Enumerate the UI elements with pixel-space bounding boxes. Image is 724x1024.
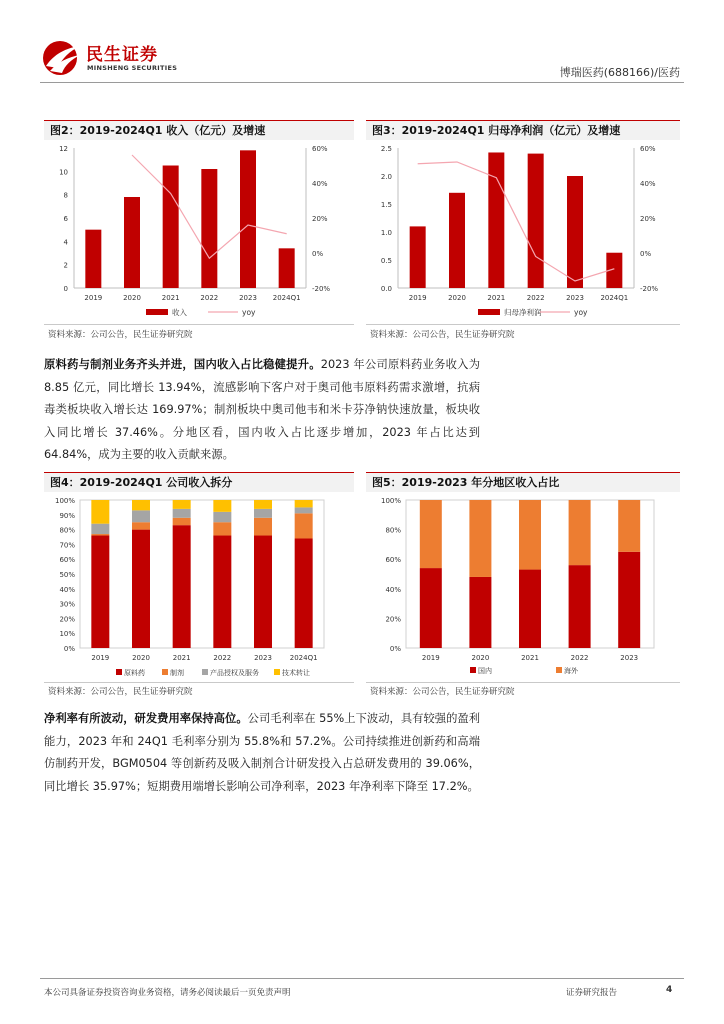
legend-swatch [470,667,476,673]
x-tick-label: 2024Q1 [272,294,301,302]
stacked-bar-segment [569,500,591,565]
y-tick-label: 20% [385,615,401,624]
stacked-bar-segment [469,577,491,648]
x-tick-label: 2022 [200,294,219,302]
x-tick-label: 2023 [620,654,639,662]
y-left-tick-label: 1.0 [380,229,392,237]
y-tick-label: 60% [385,556,401,565]
figure-2-source: 资料来源：公司公告，民生证券研究院 [48,330,193,340]
y-left-tick-label: 0 [63,285,68,293]
x-tick-label: 2020 [132,654,150,662]
bar [567,176,583,288]
y-left-tick-label: 2 [63,261,68,270]
figure-4-title: 图4：2019-2024Q1 公司收入拆分 [44,472,354,492]
y-tick-label: 0% [63,645,75,653]
y-right-tick-label: 60% [312,145,328,153]
y-tick-label: 80% [385,526,401,535]
y-right-tick-label: 40% [312,180,328,188]
x-tick-label: 2021 [161,294,180,302]
legend-label-line: yoy [574,308,588,317]
y-left-tick-label: 6 [63,215,68,223]
stacked-bar-segment [295,538,313,648]
y-tick-label: 80% [59,526,75,535]
logo-english-name: MINSHENG SECURITIES [87,64,178,72]
stacked-bar-segment [420,568,442,648]
footer-disclaimer: 本公司具备证券投资咨询业务资格，请务必阅读最后一页免责声明 [44,988,291,998]
stacked-bar-segment [91,536,109,648]
figure-5-source: 资料来源：公司公告，民生证券研究院 [370,687,515,697]
bar [240,150,256,288]
stacked-bar-segment [173,500,191,509]
y-tick-label: 90% [59,511,75,520]
paragraph-revenue-lead: 原料药与制剂业务齐头并进，国内收入占比稳健提升。 [44,358,321,371]
stacked-bar-segment [469,500,491,577]
y-right-tick-label: 0% [312,250,324,258]
x-tick-label: 2023 [239,294,257,302]
y-tick-label: 40% [385,585,401,594]
y-left-tick-label: 0.0 [380,285,392,293]
footer-report-type: 证券研究报告 [566,988,618,998]
yoy-line [418,162,615,281]
figure-3 [366,120,680,340]
stacked-bar-segment [519,500,541,570]
stacked-bar-segment [295,500,313,507]
paragraph-margin-lead: 净利率有所波动，研发费用率保持高位。 [44,712,248,725]
stacked-bar-segment [173,518,191,525]
bar [488,152,504,288]
x-tick-label: 2022 [213,654,232,662]
figure-5-chart [366,494,680,682]
y-tick-label: 100% [54,497,75,505]
footer-divider [40,978,684,979]
stacked-bar-segment [254,509,272,518]
legend-label: 原料药 [124,669,145,677]
legend-swatch [274,669,280,675]
bar [163,166,179,289]
legend-swatch-bar [146,309,168,315]
stacked-bar-segment [618,500,640,552]
x-tick-label: 2019 [421,654,440,662]
logo-mark-icon [40,38,82,78]
x-tick-label: 2022 [570,654,589,662]
y-left-tick-label: 2.5 [380,145,392,153]
y-tick-label: 20% [59,615,75,624]
stacked-bar-segment [132,530,150,648]
x-tick-label: 2021 [487,294,506,302]
paragraph-margin-body: 公司毛利率在 55%上下波动，具有较强的盈利能力，2023 年和 24Q1 毛利率分别为 55.8%和 57.2%。公司持续推进创新药和高端仿制药开发，BGM0504 等创新药及吸入制剂合计研发投入占总研发费用的 39.06%，同比增长 35.97%；短期费用端增长影响公司净利率，2023 年净利率下降至 17.2%。 [44,712,480,793]
figure-3-source: 资料来源：公司公告，民生证券研究院 [370,330,515,340]
y-right-tick-label: -20% [312,285,331,293]
y-left-tick-label: 0.5 [380,257,392,265]
plot-border [80,500,324,648]
page-number: 4 [666,985,673,995]
y-left-tick-label: 8 [63,191,68,200]
y-left-tick-label: 2.0 [380,173,392,181]
company-logo [40,38,190,78]
x-tick-label: 2019 [408,294,427,302]
y-tick-label: 100% [380,497,401,505]
stacked-bar-segment [254,518,272,536]
stacked-bar-segment [295,507,313,513]
stacked-bar-segment [213,522,231,535]
x-tick-label: 2024Q1 [600,294,629,302]
legend-label: 海外 [564,667,578,675]
figure-4-source: 资料来源：公司公告，民生证券研究院 [48,687,193,697]
bar [449,193,465,288]
y-left-tick-label: 4 [63,238,68,247]
stacked-bar-segment [254,500,272,509]
legend-swatch [556,667,562,673]
bar [410,226,426,288]
legend-swatch [162,669,168,675]
paragraph-revenue [44,354,480,467]
y-left-tick-label: 10 [59,168,68,177]
y-right-tick-label: 20% [640,215,656,223]
x-tick-label: 2023 [566,294,584,302]
y-right-tick-label: 0% [640,250,652,258]
y-right-tick-label: 60% [640,145,656,153]
figure-5-title: 图5：2019-2023 年分地区收入占比 [366,472,680,492]
legend-label-line: yoy [242,308,256,317]
stacked-bar-segment [173,509,191,518]
x-tick-label: 2021 [521,654,539,662]
paragraph-revenue-body: 2023 年公司原料药业务收入为 8.85 亿元，同比增长 13.94%，流感影响下客户对于奥司他韦原料药需求激增，抗病毒类板块收入增长达 169.97%；制剂板块中奥司他韦和米卡芬净钠快速放量，板块收入同比增长 37.46%。分地区看，国内收入占比逐步增加，2023 年占比达到 64.84%，成为主要的收入贡献来源。 [44,358,480,462]
legend-swatch [116,669,122,675]
y-tick-label: 10% [59,630,75,639]
x-tick-label: 2019 [84,294,103,302]
legend-label: 技术转让 [282,669,310,677]
bar [279,248,295,288]
legend-label: 制剂 [170,669,184,677]
stacked-bar-segment [173,525,191,648]
stacked-bar-segment [132,510,150,522]
header-divider [40,82,684,83]
figure-2-title: 图2：2019-2024Q1 收入（亿元）及增速 [44,120,354,140]
legend-label: 产品授权及服务 [210,669,259,677]
x-tick-label: 2023 [254,654,272,662]
bar [124,197,140,288]
y-tick-label: 40% [59,585,75,594]
stacked-bar-segment [569,565,591,648]
legend-label-bar: 收入 [172,308,187,317]
x-tick-label: 2024Q1 [289,654,318,662]
stacked-bar-segment [213,500,231,512]
paragraph-margin [44,708,480,798]
stacked-bar-segment [91,534,109,535]
y-left-tick-label: 12 [59,145,68,153]
stacked-bar-segment [213,536,231,648]
header-company-ticker: 博瑞医药(688166)/医药 [559,66,680,79]
y-tick-label: 0% [389,645,401,653]
bar [85,230,101,288]
stacked-bar-segment [420,500,442,568]
x-tick-label: 2022 [526,294,545,302]
stacked-bar-segment [132,500,150,510]
legend-label-bar: 归母净利润 [504,308,542,317]
figure-4-chart [44,494,354,682]
stacked-bar-segment [91,500,109,524]
x-tick-label: 2019 [91,654,110,662]
legend-swatch-bar [478,309,500,315]
stacked-bar-segment [519,570,541,648]
bar [201,169,217,288]
x-tick-label: 2021 [172,654,191,662]
legend-label: 国内 [478,667,492,675]
y-right-tick-label: -20% [640,285,659,293]
figure-2-chart [44,142,354,324]
figure-3-title: 图3：2019-2024Q1 归母净利润（亿元）及增速 [366,120,680,140]
stacked-bar-segment [91,524,109,534]
y-right-tick-label: 40% [640,180,656,188]
figure-5 [366,472,680,700]
y-tick-label: 60% [59,556,75,565]
y-tick-label: 70% [59,541,75,550]
figure-3-chart [366,142,680,324]
y-tick-label: 50% [59,571,75,579]
logo-chinese-name: 民生证券 [86,45,158,65]
bar [528,154,544,288]
stacked-bar-segment [618,552,640,648]
x-tick-label: 2020 [123,294,141,302]
x-tick-label: 2020 [471,654,490,662]
y-left-tick-label: 1.5 [380,201,392,209]
stacked-bar-segment [132,522,150,529]
stacked-bar-segment [254,536,272,648]
legend-swatch [202,669,208,675]
stacked-bar-segment [295,513,313,538]
figure-4 [44,472,354,700]
y-tick-label: 30% [59,600,75,609]
y-right-tick-label: 20% [312,215,328,223]
x-tick-label: 2020 [448,294,466,302]
figure-2 [44,120,354,340]
stacked-bar-segment [213,512,231,522]
